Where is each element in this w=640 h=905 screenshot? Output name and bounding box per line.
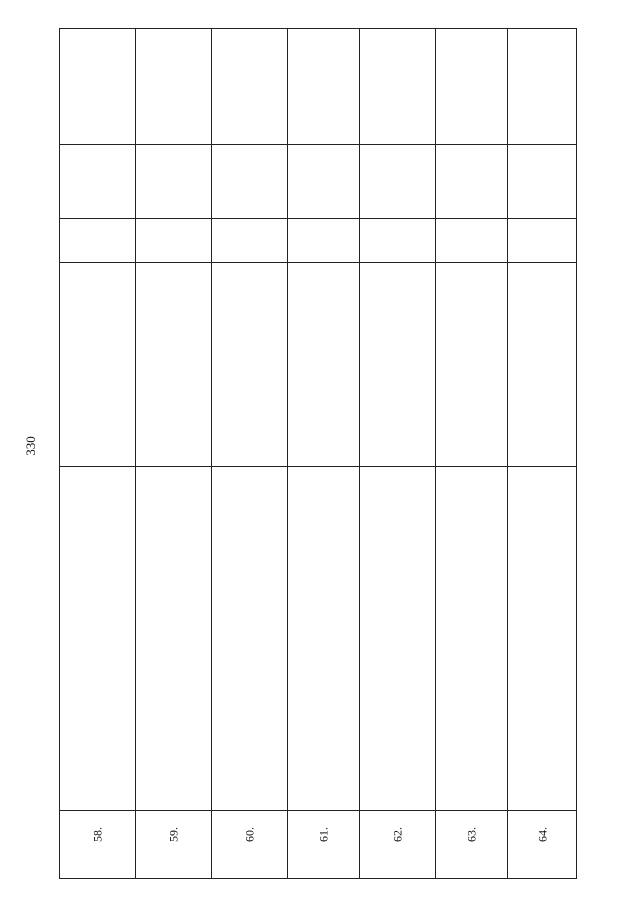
row-number: 59. (166, 827, 180, 842)
table-row (360, 29, 436, 878)
table-row (60, 29, 136, 878)
table-row (136, 29, 212, 878)
page-number: 330 (23, 436, 38, 456)
row-number: 64. (535, 827, 550, 842)
row-number: 62. (390, 827, 404, 842)
table-row (288, 29, 360, 878)
row-number: 61. (316, 827, 330, 842)
table-row (212, 29, 288, 878)
row-number: 60. (242, 827, 256, 842)
table-row (508, 29, 578, 878)
row-number: 63. (464, 827, 478, 842)
row-number: 58. (90, 827, 104, 842)
criteria-table (59, 28, 577, 879)
table-row (436, 29, 508, 878)
